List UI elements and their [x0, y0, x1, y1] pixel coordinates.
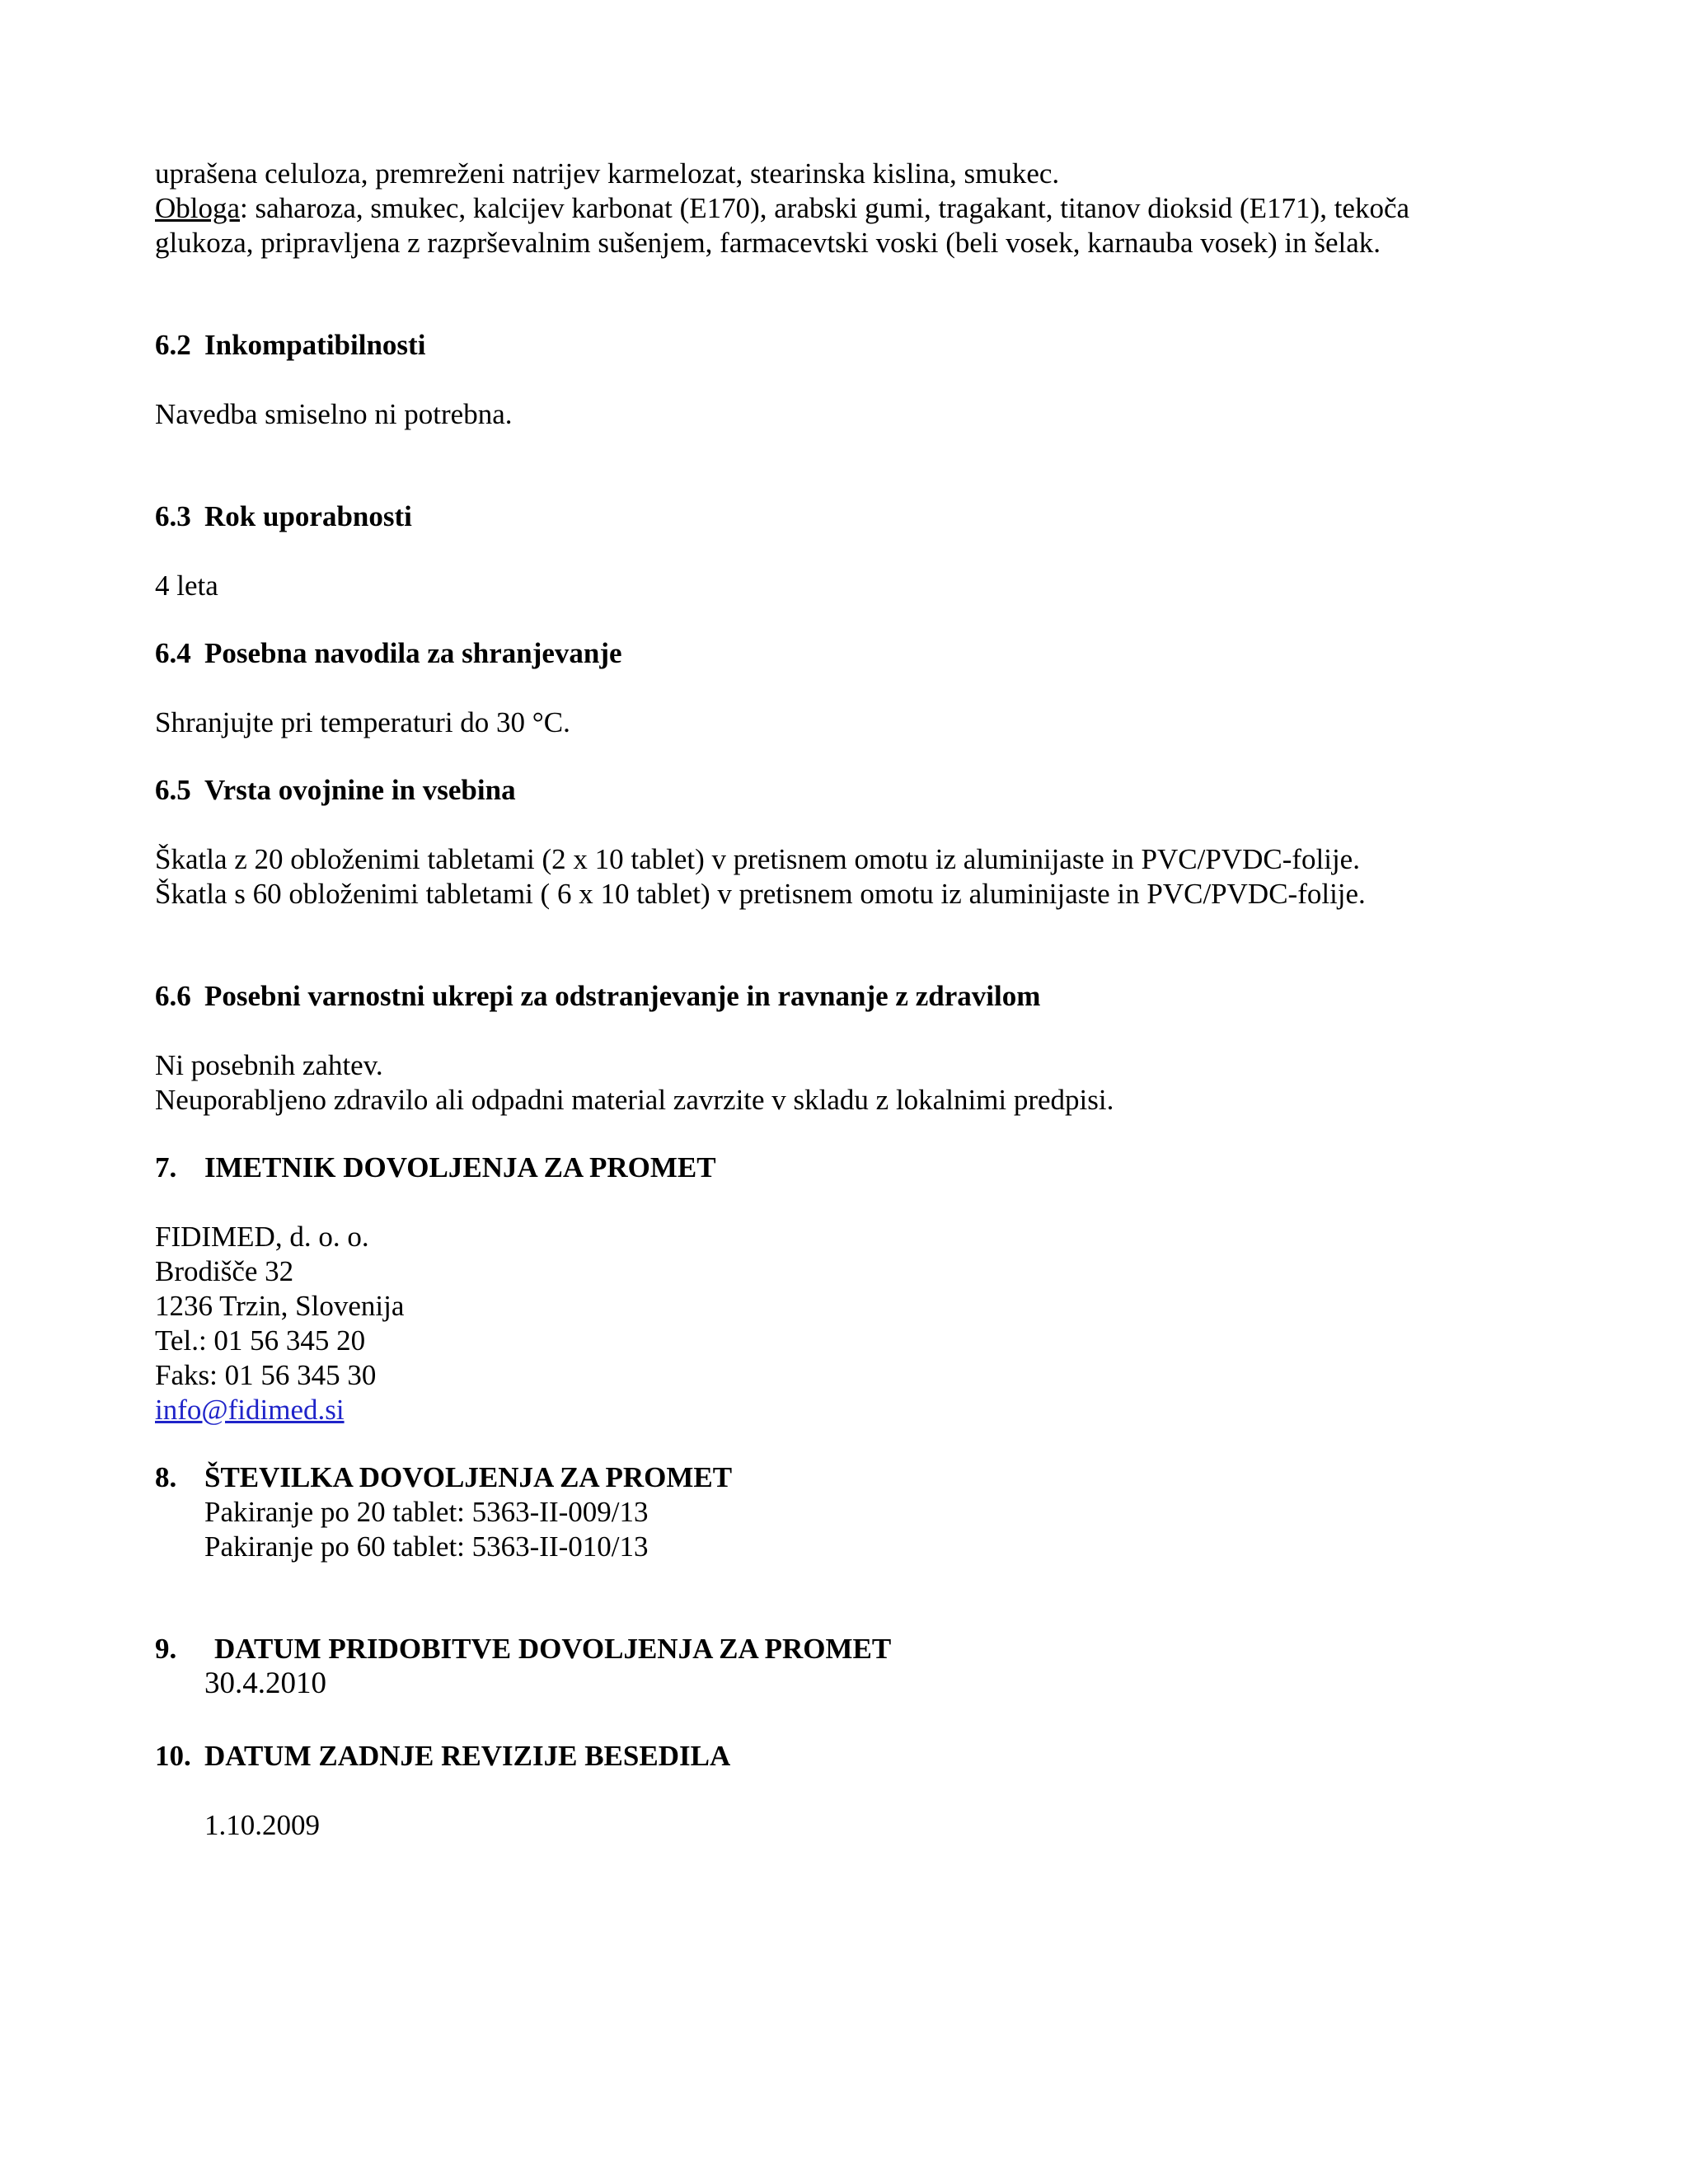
coating-text: : saharoza, smukec, kalcijev karbonat (E170), arabski gumi, tragakant, titanov dioksid (E171), tekoča — [240, 192, 1410, 224]
section-6-3-text: 4 leta — [155, 569, 218, 602]
holder-company: FIDIMED, d. o. o. — [155, 1221, 369, 1253]
coating-label: Obloga — [155, 192, 241, 224]
section-6-6-heading — [155, 979, 1040, 1014]
section-10-heading — [155, 1739, 730, 1774]
holder-fax: Faks: 01 56 345 30 — [155, 1359, 377, 1391]
section-8-heading — [155, 1460, 732, 1495]
section-number: 8. — [155, 1461, 177, 1493]
section-8-line-1: Pakiranje po 20 tablet: 5363-II-009/13 — [204, 1496, 649, 1528]
section-10-date: 1.10.2009 — [204, 1809, 320, 1841]
section-6-2-text: Navedba smiselno ni potrebna. — [155, 398, 513, 430]
section-number: 10. — [155, 1740, 191, 1772]
intro-line-2 — [155, 191, 1409, 226]
section-6-6-line-1: Ni posebnih zahtev. — [155, 1049, 383, 1081]
section-title: DATUM ZADNJE REVIZIJE BESEDILA — [204, 1740, 731, 1772]
section-7-heading — [155, 1151, 716, 1185]
section-6-4-text: Shranjujte pri temperaturi do 30 °C. — [155, 706, 570, 738]
section-6-5-heading — [155, 773, 516, 808]
section-title: Vrsta ovojnine in vsebina — [204, 774, 516, 806]
section-title: IMETNIK DOVOLJENJA ZA PROMET — [204, 1151, 716, 1183]
holder-city: 1236 Trzin, Slovenija — [155, 1290, 405, 1322]
section-number: 6.2 — [155, 329, 191, 361]
holder-email-link[interactable]: info@fidimed.si — [155, 1394, 345, 1426]
section-number: 6.3 — [155, 500, 191, 532]
holder-street: Brodišče 32 — [155, 1255, 294, 1287]
section-6-3-heading — [155, 499, 412, 534]
section-title: Inkompatibilnosti — [204, 329, 426, 361]
section-9-heading — [155, 1632, 891, 1666]
section-6-5-line-1: Škatla z 20 obloženimi tabletami (2 x 10 tablet) v pretisnem omotu iz aluminijaste in PVC/PVDC-folije. — [155, 843, 1360, 875]
section-number: 9. — [155, 1633, 177, 1665]
section-number: 6.6 — [155, 980, 191, 1012]
holder-email-row — [155, 1393, 345, 1427]
section-title: Posebni varnostni ukrepi za odstranjevanje in ravnanje z zdravilom — [204, 980, 1041, 1012]
section-title: Posebna navodila za shranjevanje — [204, 637, 622, 669]
section-8-line-2: Pakiranje po 60 tablet: 5363-II-010/13 — [204, 1530, 649, 1563]
section-number: 6.5 — [155, 774, 191, 806]
section-number: 7. — [155, 1151, 177, 1183]
intro-line-1: uprašena celuloza, premreženi natrijev karmelozat, stearinska kislina, smukec. — [155, 157, 1060, 190]
section-9-date: 30.4.2010 — [204, 1666, 326, 1700]
section-6-4-heading — [155, 636, 622, 671]
section-title: Rok uporabnosti — [204, 500, 412, 532]
section-6-6-line-2: Neuporabljeno zdravilo ali odpadni material zavrzite v skladu z lokalnimi predpisi. — [155, 1084, 1114, 1116]
section-title: ŠTEVILKA DOVOLJENJA ZA PROMET — [204, 1461, 733, 1493]
intro-line-3: glukoza, pripravljena z razprševalnim sušenjem, farmacevtski voski (beli vosek, karnauba vosek) in šelak. — [155, 227, 1381, 259]
section-number: 6.4 — [155, 637, 191, 669]
section-6-5-line-2: Škatla s 60 obloženimi tabletami ( 6 x 10 tablet) v pretisnem omotu iz aluminijaste in PVC/PVDC-folije. — [155, 878, 1366, 910]
holder-phone: Tel.: 01 56 345 20 — [155, 1324, 366, 1357]
section-6-2-heading — [155, 328, 425, 363]
section-title: DATUM PRIDOBITVE DOVOLJENJA ZA PROMET — [214, 1633, 892, 1665]
